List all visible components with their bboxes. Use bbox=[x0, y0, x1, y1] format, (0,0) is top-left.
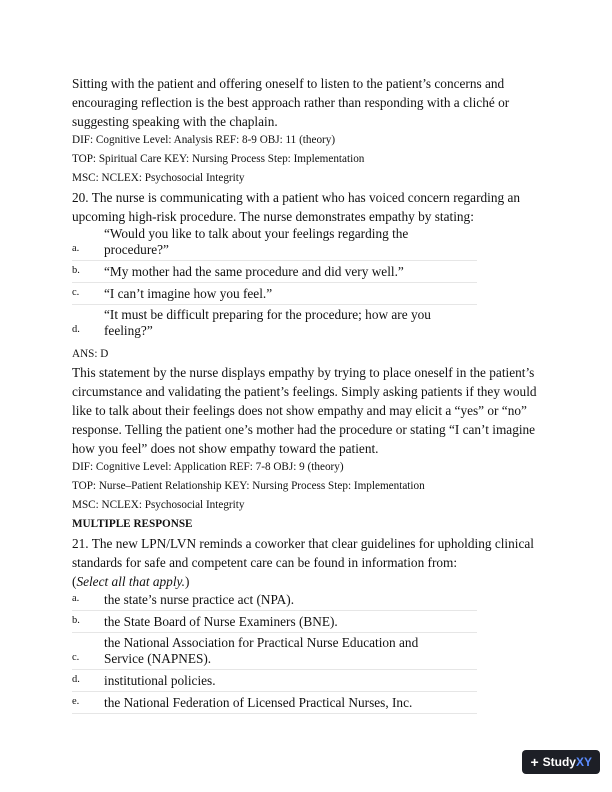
option-text: the National Association for Practical Nurse Education and Service (NAPNES). bbox=[104, 635, 419, 666]
option-text: “My mother had the same procedure and did very well.” bbox=[104, 264, 404, 279]
option-letter: b. bbox=[72, 615, 80, 626]
option-letter: e. bbox=[72, 696, 80, 707]
q21-instruction-open: ( bbox=[72, 574, 77, 589]
brand-name: Study bbox=[542, 755, 576, 769]
plus-icon: + bbox=[530, 754, 539, 770]
q20-meta-top: TOP: Nurse–Patient Relationship KEY: Nursing Process Step: Implementation bbox=[72, 480, 425, 492]
q21-option-b bbox=[72, 613, 477, 633]
q20-option-a bbox=[72, 226, 477, 261]
q20-options bbox=[72, 226, 477, 341]
q21-stem-text: 21. The new LPN/LVN reminds a coworker that clear guidelines for upholding clinical standards for safe and competent care can be found in information from: bbox=[72, 536, 534, 570]
q20-option-d bbox=[72, 307, 477, 341]
option-letter: b. bbox=[72, 265, 80, 276]
option-letter: d. bbox=[72, 324, 80, 335]
q21-stem bbox=[72, 534, 540, 591]
q21-option-e bbox=[72, 694, 477, 714]
q21-option-c bbox=[72, 635, 477, 670]
q20-option-c bbox=[72, 285, 477, 305]
option-text: “I can’t imagine how you feel.” bbox=[104, 286, 273, 301]
option-text: “Would you like to talk about your feelings regarding the procedure?” bbox=[104, 226, 409, 257]
option-text: “It must be difficult preparing for the procedure; how are you feeling?” bbox=[104, 307, 431, 338]
q20-stem: 20. The nurse is communicating with a patient who has voiced concern regarding an upcoming high-risk procedure. The nurse demonstrates empathy by stating: bbox=[72, 190, 521, 224]
option-letter: c. bbox=[72, 287, 80, 298]
option-letter: d. bbox=[72, 674, 80, 685]
option-letter: a. bbox=[72, 593, 80, 604]
option-text: the National Federation of Licensed Practical Nurses, Inc. bbox=[104, 695, 413, 710]
q19-rationale: Sitting with the patient and offering oneself to listen to the patient’s concerns and encouraging reflection is the best approach rather than responding with a cliché or suggesting speaking with the chaplain. bbox=[72, 76, 510, 129]
q21-option-d bbox=[72, 672, 477, 692]
option-letter: a. bbox=[72, 243, 80, 254]
q21-options bbox=[72, 591, 477, 714]
option-text: the state’s nurse practice act (NPA). bbox=[104, 592, 295, 607]
brand-accent: XY bbox=[575, 755, 592, 769]
q19-meta-msc: MSC: NCLEX: Psychosocial Integrity bbox=[72, 172, 245, 184]
q20-meta-dif: DIF: Cognitive Level: Application REF: 7-8 OBJ: 9 (theory) bbox=[72, 461, 344, 473]
q20-option-b bbox=[72, 263, 477, 283]
studyxy-badge[interactable] bbox=[522, 750, 600, 774]
q20-meta-msc: MSC: NCLEX: Psychosocial Integrity bbox=[72, 499, 245, 511]
option-text: the State Board of Nurse Examiners (BNE). bbox=[104, 614, 338, 629]
q19-meta-top: TOP: Spiritual Care KEY: Nursing Process Step: Implementation bbox=[72, 153, 365, 165]
q20-answer: ANS: D bbox=[72, 348, 109, 360]
q19-meta-dif: DIF: Cognitive Level: Analysis REF: 8-9 OBJ: 11 (theory) bbox=[72, 134, 336, 146]
q21-option-a bbox=[72, 591, 477, 611]
option-text: institutional policies. bbox=[104, 673, 216, 688]
q21-instruction: Select all that apply. bbox=[76, 574, 186, 589]
section-heading: MULTIPLE RESPONSE bbox=[72, 518, 193, 530]
q21-instruction-close: ) bbox=[185, 574, 190, 589]
option-letter: c. bbox=[72, 652, 80, 663]
document-page bbox=[72, 74, 540, 716]
q20-rationale: This statement by the nurse displays empathy by trying to place oneself in the patient’s circumstance and validating the patient’s feelings. Simply asking patients if they would like to talk about their feelings does not show empathy and may elicit a “yes” or “no” response. Telling the patient one’s mother had the procedure or stating “I can’t imagine how you feel” does not show empathy toward the patient. bbox=[72, 365, 537, 456]
